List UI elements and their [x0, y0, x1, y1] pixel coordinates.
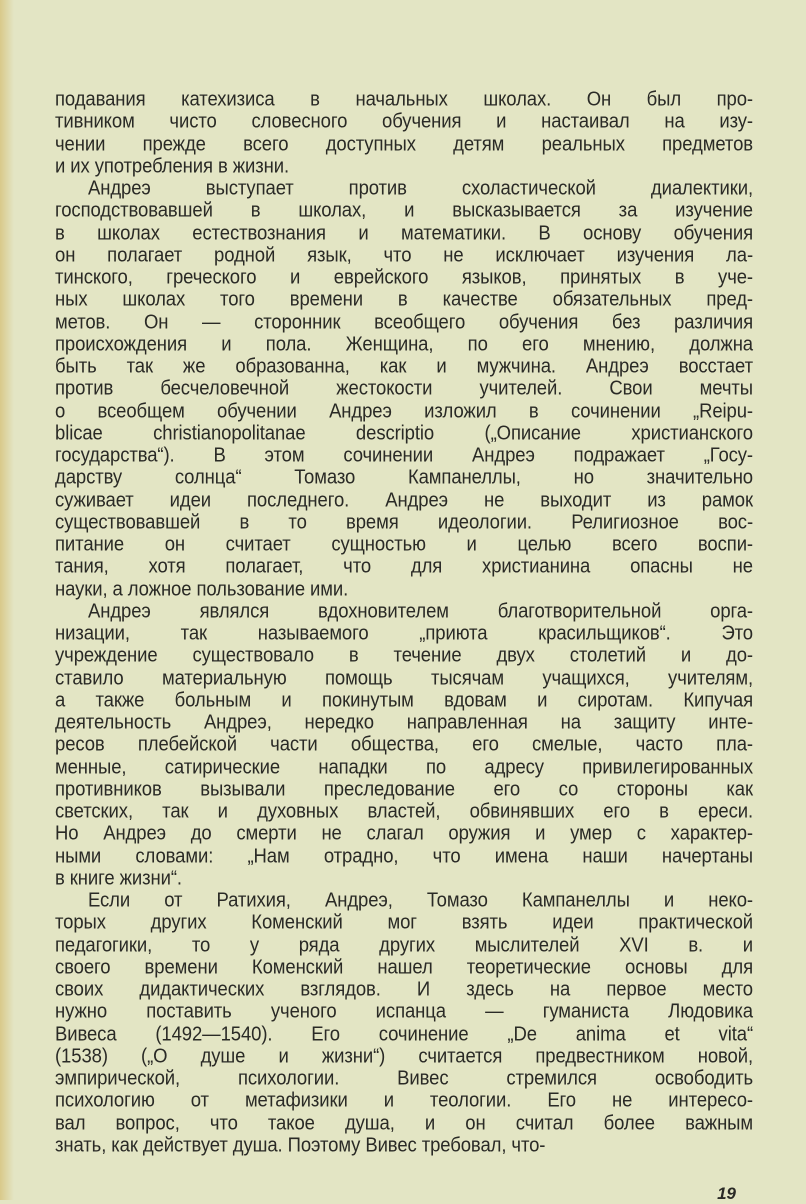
- text-line: существовавшей в то время идеологии. Религиозное вос-: [55, 509, 753, 533]
- text-line: низации, так называемого „приюта красильщиков“. Это: [55, 621, 753, 644]
- text-line: Андреэ выступает против схоластической диалектики,: [88, 176, 753, 199]
- page-number: 19: [717, 1184, 736, 1203]
- text-line: о всеобщем обучении Андреэ изложил в сочинении „Reipu-: [55, 398, 753, 422]
- text-line: а также больным и покинутым вдовам и сиротам. Кипучая: [55, 687, 753, 711]
- text-line: метов. Он — сторонник всеобщего обучения без различия: [55, 309, 753, 333]
- text-line: эмпирической, психологии. Вивес стремился освободить: [55, 1066, 753, 1089]
- text-line: питание он считает сущностью и целью всего воспи-: [55, 532, 753, 555]
- text-line: он полагает родной язык, что не исключает изучения ла-: [55, 242, 753, 266]
- text-line: Андреэ являлся вдохновителем благотворительной орга-: [88, 598, 753, 622]
- text-line: дарству солнца“ Томазо Кампанеллы, но значительно: [55, 465, 753, 489]
- text-line: государства“). В этом сочинении Андреэ подражает „Госу-: [55, 443, 753, 466]
- text-line: тания, хотя полагает, что для христианина опасны не: [55, 554, 753, 578]
- text-line: в школах естествознания и математики. В основу обучения: [55, 220, 753, 244]
- text-line: деятельность Андреэ, нередко направленная на защиту инте-: [55, 710, 753, 733]
- text-line: чении прежде всего доступных детям реальных предметов: [55, 131, 753, 155]
- text-line: подавания катехизиса в начальных школах. Он был про-: [55, 87, 753, 110]
- text-line: психологию от метафизики и теологии. Его не интересо-: [55, 1088, 753, 1112]
- text-line: ставило материальную помощь тысячам учащихся, учителям,: [55, 665, 753, 689]
- text-line: Вивеса (1492—1540). Его сочинение „De anima et vita“: [55, 1021, 753, 1045]
- text-line: знать, как действует душа. Поэтому Вивес требовал, что-: [55, 1132, 546, 1156]
- text-line: ными словами: „Нам отрадно, что имена наши начертаны: [55, 843, 753, 867]
- text-line: противников вызывали преследование его со стороны как: [55, 776, 753, 800]
- text-line: тинского, греческого и еврейского языков, принятых в уче-: [55, 265, 753, 288]
- text-line: своего времени Коменский нашел теоретические основы для: [55, 954, 753, 978]
- text-line: (1538) („О душе и жизни“) считается предвестником новой,: [55, 1043, 753, 1067]
- text-line: учреждение существовало в течение двух столетий и до-: [55, 643, 753, 667]
- text-line: вал вопрос, что такое душа, и он считал более важным: [55, 1110, 753, 1134]
- text-line: происхождения и пола. Женщина, по его мнению, должна: [55, 331, 753, 355]
- text-line: науки, а ложное пользование ими.: [55, 576, 349, 600]
- text-line: суживает идеи последнего. Андреэ не выходит из рамок: [55, 487, 753, 511]
- text-line: в книге жизни“.: [55, 865, 182, 889]
- text-line: против бесчеловечной жестокости учителей. Свои мечты: [55, 376, 753, 400]
- text-line: своих дидактических взглядов. И здесь на первое место: [55, 977, 753, 1000]
- page-edge: [0, 0, 14, 1200]
- text-line: светских, так и духовных властей, обвинявших его в ереси.: [55, 799, 753, 822]
- paragraph: [55, 88, 753, 177]
- text-line: blicae christianopolitanae descriptio („Описание христианского: [55, 420, 753, 444]
- text-line: и их употребления в жизни.: [55, 153, 289, 177]
- paragraph: [55, 600, 753, 889]
- text-line: ресов плебейской части общества, его смелые, часто пла-: [55, 732, 753, 756]
- text-line: нужно поставить ученого испанца — гуманиста Людовика: [55, 999, 753, 1023]
- text-line: Но Андреэ до смерти не слагал оружия и умер с характер-: [55, 821, 753, 845]
- text-line: быть так же образованна, как и мужчина. Андреэ восстает: [55, 354, 753, 377]
- paragraph: [55, 177, 753, 600]
- text-line: ных школах того времени в качестве обязательных пред-: [55, 287, 753, 311]
- text-line: Если от Ратихия, Андреэ, Томазо Кампанеллы и неко-: [88, 888, 753, 911]
- text-line: тивником чисто словесного обучения и настаивал на изу-: [55, 109, 753, 133]
- text-line: торых других Коменский мог взять идеи практической: [55, 910, 753, 934]
- text-line: педагогики, то у ряда других мыслителей XVI в. и: [55, 932, 753, 956]
- page-body: [55, 88, 753, 1156]
- text-line: господствовавшей в школах, и высказывается за изучение: [55, 198, 753, 222]
- paragraph: [55, 889, 753, 1156]
- text-line: менные, сатирические нападки по адресу привилегированных: [55, 754, 753, 778]
